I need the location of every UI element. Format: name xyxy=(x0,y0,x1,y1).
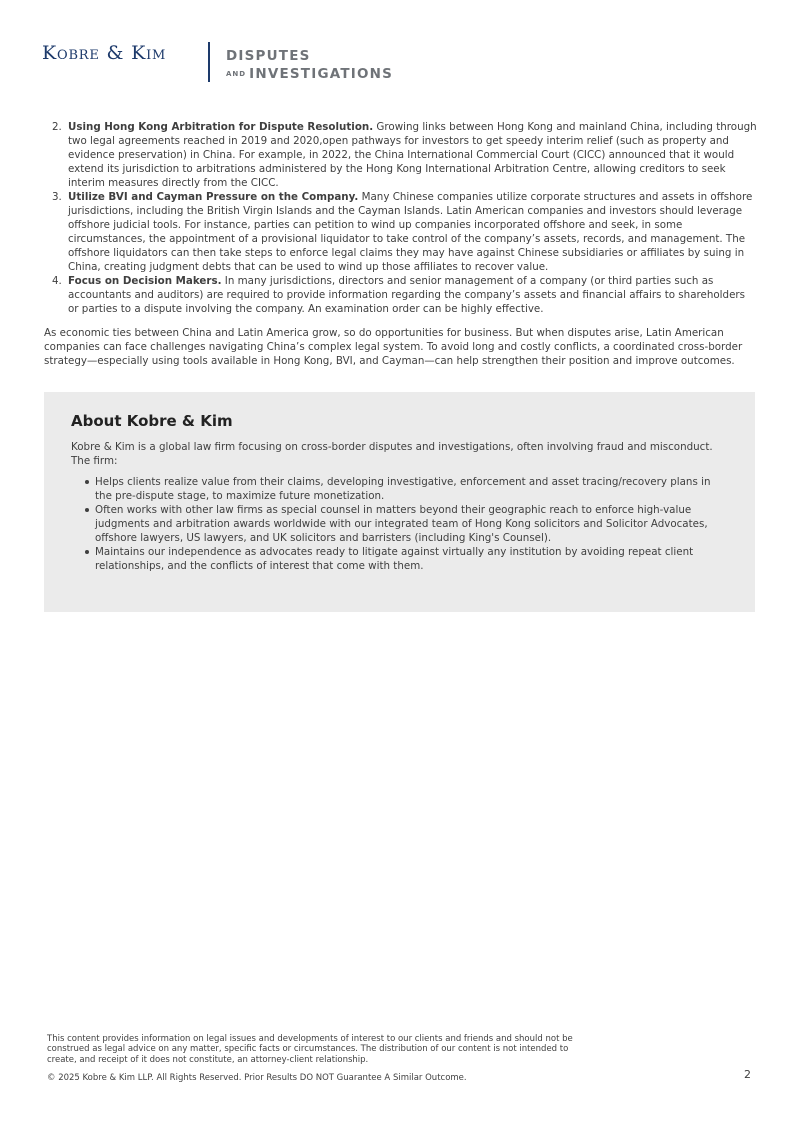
item-text: Growing links between Hong Kong and mainland China, including through two legal agreements reached in 2019 and 2020,open pathways for investors to get speedy interim relief (such as property and evidence preservation) in China. For example, in 2022, the China International Commercial Court (CICC) announced that it would extend its jurisdiction to arbitrations administered by the Hong Kong International Arbitration Centre, allowing creditors to seek interim measures directly from the CICC. xyxy=(68,121,757,189)
practice-name-bottom xyxy=(226,66,393,82)
practice-investigations: INVESTIGATIONS xyxy=(249,66,394,82)
about-title: About Kobre & Kim xyxy=(71,412,233,430)
item-text: Many Chinese companies utilize corporate structures and assets in offshore jurisdictions, including the British Virgin Islands and the Cayman Islands. Latin American companies and investors should leverage offshore judicial tools. For instance, parties can petition to wind up companies incorporated offshore and seek, in some circumstances, the appointment of a provisional liquidator to take control of the company’s assets, records, and management. The offshore liquidators can then take steps to enforce legal claims they may have against Chinese subsidiaries or affiliates by suing in China, creating judgment debts that can be used to wind up those affiliates to recover value. xyxy=(68,191,753,273)
about-bullet: Helps clients realize value from their claims, developing investigative, enforcement and asset tracing/recovery plans in the pre-dispute stage, to maximize future monetization. xyxy=(71,475,726,503)
practice-and: AND xyxy=(226,70,247,78)
logo-divider xyxy=(208,42,210,82)
page-header xyxy=(42,40,442,84)
about-box xyxy=(44,392,755,612)
about-bullet: Maintains our independence as advocates ready to litigate against virtually any institution by avoiding repeat client relationships, and the conflicts of interest that come with them. xyxy=(71,545,726,573)
item-number: 3. xyxy=(52,191,62,203)
list-item xyxy=(44,120,758,190)
item-number: 4. xyxy=(52,275,62,287)
list-item xyxy=(44,190,758,274)
list-item xyxy=(44,274,758,316)
strategy-list xyxy=(44,120,758,316)
item-heading: Using Hong Kong Arbitration for Dispute Resolution. xyxy=(68,121,374,133)
item-heading: Utilize BVI and Cayman Pressure on the Company. xyxy=(68,191,359,203)
about-list xyxy=(71,475,726,573)
item-number: 2. xyxy=(52,121,62,133)
summary-paragraph: As economic ties between China and Latin America grow, so do opportunities for business. But when disputes arise, Latin American companies can face challenges navigating China’s complex legal system. To avoid long and costly conflicts, a coordinated cross-border strategy—especially using tools available in Hong Kong, BVI, and Cayman—can help strengthen their position and improve outcomes. xyxy=(44,327,743,367)
copyright-notice: © 2025 Kobre & Kim LLP. All Rights Reserved. Prior Results DO NOT Guarantee A Similar Outcome. xyxy=(47,1073,467,1083)
page-number: 2 xyxy=(744,1068,751,1081)
legal-disclaimer: This content provides information on legal issues and developments of interest to our clients and friends and should not be construed as legal advice on any matter, specific facts or circumstances. The distribution of our content is not intended to create, and receipt of it does not constitute, an attorney-client relationship. xyxy=(47,1034,573,1065)
practice-name-top: DISPUTES xyxy=(226,48,311,64)
item-text: In many jurisdictions, directors and senior management of a company (or third parties such as accountants and auditors) are required to provide information regarding the company’s assets and financial affairs to shareholders or parties to a dispute involving the company. An examination order can be highly effective. xyxy=(68,275,746,315)
about-bullet: Often works with other law firms as special counsel in matters beyond their geographic reach to enforce high-value judgments and arbitration awards worldwide with our integrated team of Hong Kong solicitors and Solicitor Advocates, offshore lawyers, US lawyers, and UK solicitors and barristers (including King's Counsel). xyxy=(71,503,726,545)
about-intro: Kobre & Kim is a global law firm focusing on cross-border disputes and investigations, often involving fraud and misconduct. The firm: xyxy=(71,441,713,467)
item-heading: Focus on Decision Makers. xyxy=(68,275,222,287)
firm-logo: Kobre & Kim xyxy=(42,42,167,64)
